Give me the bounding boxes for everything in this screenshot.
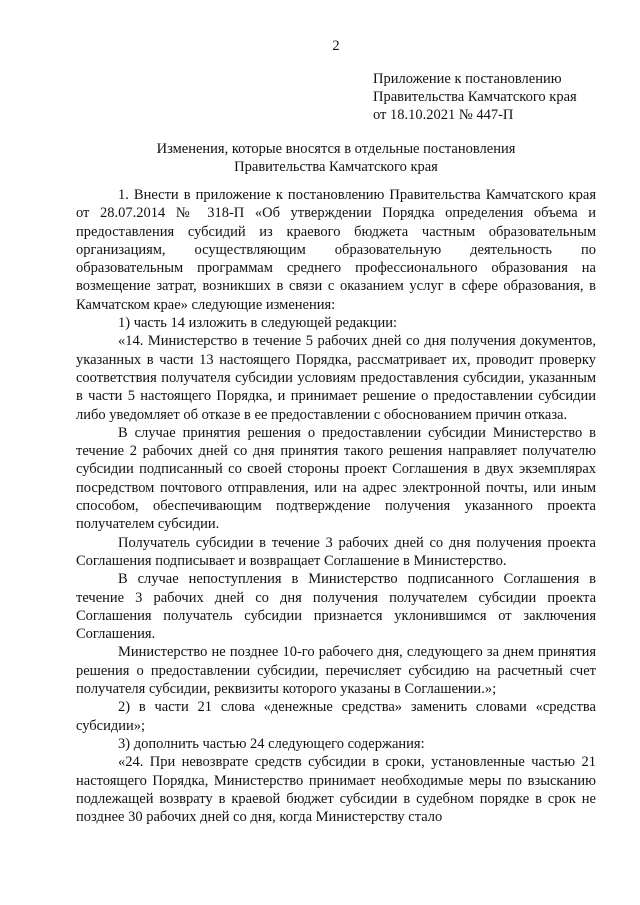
paragraph: В случае непоступления в Министерство подписанного Соглашения в течение 3 рабочих дней со дня получения получателем субсидии проекта Соглашения получатель субсидии признается уклонившимся от заключения Соглашения.	[76, 571, 596, 643]
document-title	[76, 140, 596, 176]
appendix-header	[373, 70, 577, 124]
document-body	[76, 186, 596, 826]
paragraph: 1) часть 14 изложить в следующей редакции:	[118, 315, 398, 332]
title-line: Правительства Камчатского края	[234, 159, 438, 175]
appendix-line: Правительства Камчатского края	[373, 89, 577, 105]
paragraph: Министерство не позднее 10-го рабочего дня, следующего за днем принятия решения о предоставлении субсидии, перечисляет субсидию на расчетный счет получателя субсидии, реквизиты которого указаны в Соглашении.»;	[76, 644, 596, 698]
paragraph: Получатель субсидии в течение 3 рабочих дней со дня получения проекта Соглашения подписывает и возвращает Соглашение в Министерство.	[76, 534, 596, 569]
title-line: Изменения, которые вносятся в отдельные постановления	[156, 141, 516, 157]
paragraph: В случае принятия решения о предоставлении субсидии Министерство в течение 2 рабочих дней со дня принятия такого решения направляет получателю субсидии подписанный со своей стороны проект Соглашения в двух экземплярах посредством почтового отправления, или на адрес электронной почты, или иным способом, обеспечивающим подтверждение получения указанного проекта получателем субсидии.	[76, 424, 596, 533]
page-number: 2	[332, 38, 340, 54]
paragraph: 2) в части 21 слова «денежные средства» заменить словами «средства субсидии»;	[76, 699, 596, 734]
paragraph: «24. При невозврате средств субсидии в сроки, установленные частью 21 настоящего Порядка, Министерство принимает необходимые меры по взысканию подлежащей возврату в краевой бюджет субсидии в судебном порядке в срок не позднее 30 рабочих дней со дня, когда Министерству стало	[76, 754, 596, 826]
appendix-line: Приложение к постановлению	[373, 71, 562, 87]
paragraph: 1. Внести в приложение к постановлению Правительства Камчатского края от 28.07.2014 № 318-П «Об утверждении Порядка определения объема и предоставления субсидий из краевого бюджета частным образовательным организациям, осуществляющим образовательную деятельность по образовательным программам среднего профессионального образования на возмещение затрат, возникших в связи с оказанием услуг в сфере образования, в Камчатском крае» следующие изменения:	[76, 187, 596, 313]
paragraph: 3) дополнить частью 24 следующего содержания:	[118, 735, 425, 752]
paragraph: «14. Министерство в течение 5 рабочих дней со дня получения документов, указанных в части 13 настоящего Порядка, рассматривает их, проводит проверку соответствия получателя субсидии условиям предоставления субсидии, указанным в части 5 настоящего Порядка, и принимает решение о предоставлении субсидии либо уведомляет об отказе в ее предоставлении с обоснованием причин отказа.	[76, 333, 596, 423]
appendix-line: от 18.10.2021 № 447-П	[373, 107, 514, 123]
